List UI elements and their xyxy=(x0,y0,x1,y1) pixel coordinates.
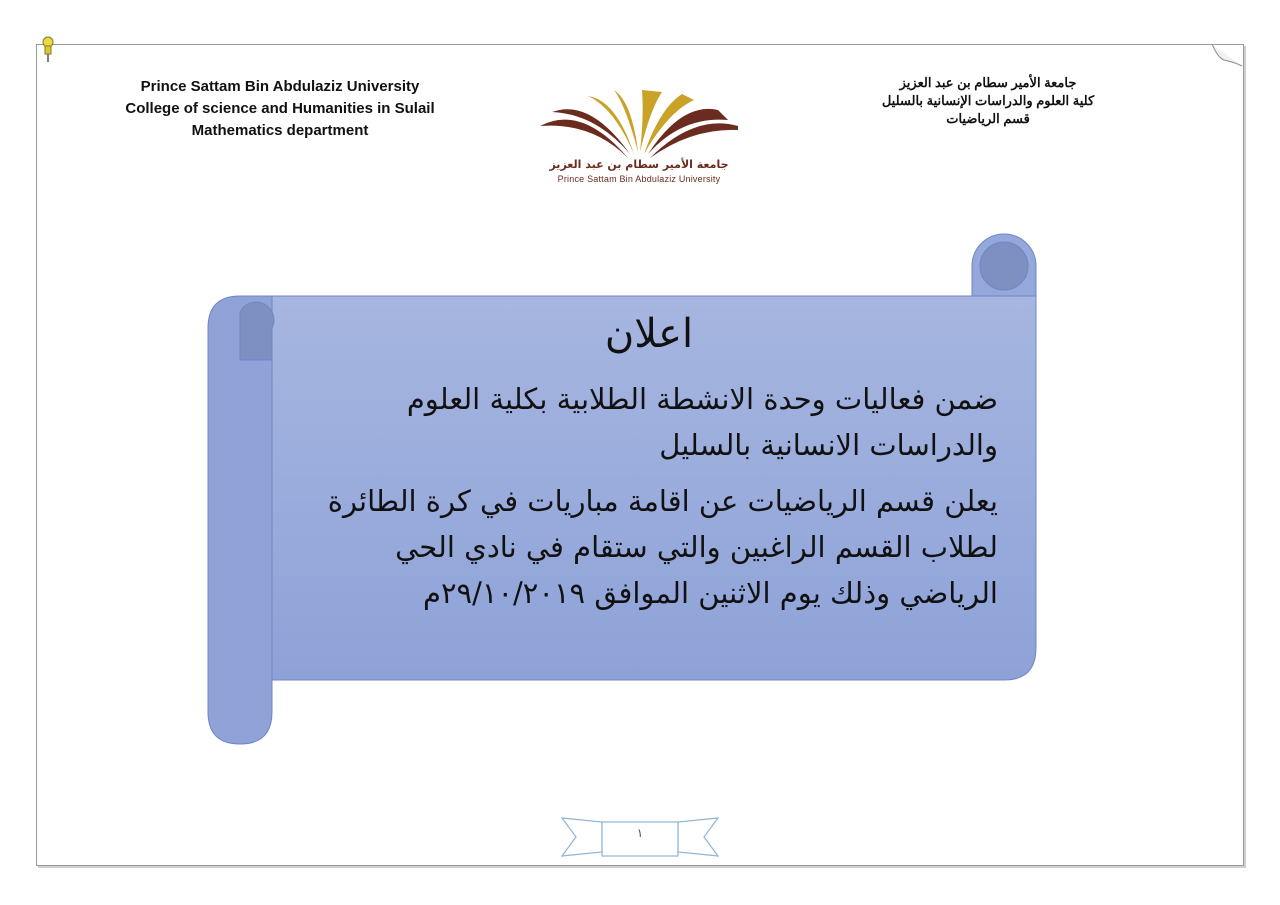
announcement-line: الرياضي وذلك يوم الاثنين الموافق ٢٩/١٠/٢٠١٩م xyxy=(422,576,998,610)
page-curl-icon xyxy=(1212,44,1244,68)
announcement-line: لطلاب القسم الراغبين والتي ستقام في نادي الحي xyxy=(395,530,998,564)
english-header xyxy=(100,76,460,142)
announcement xyxy=(300,300,998,616)
announcement-line: يعلن قسم الرياضيات عن اقامة مباريات في كرة الطائرة xyxy=(327,484,998,518)
arabic-header-department: قسم الرياضيات xyxy=(946,111,1030,126)
logo-english-name: Prince Sattam Bin Abdulaziz University xyxy=(557,174,721,184)
pushpin-icon xyxy=(40,36,56,64)
english-header-university: Prince Sattam Bin Abdulaziz University xyxy=(140,78,420,95)
english-header-college: College of science and Humanities in Sulail xyxy=(125,100,435,117)
page-number: ١ xyxy=(636,826,644,840)
announcement-line: والدراسات الانسانية بالسليل xyxy=(659,428,998,462)
english-header-department: Mathematics department xyxy=(191,122,369,139)
arabic-header-college: كلية العلوم والدراسات الإنسانية بالسليل xyxy=(881,93,1095,108)
announcement-line: ضمن فعاليات وحدة الانشطة الطلابية بكلية العلوم xyxy=(406,382,998,416)
arabic-header-university: جامعة الأمير سطام بن عبد العزيز xyxy=(899,75,1077,90)
announcement-title: اعلان xyxy=(604,311,694,357)
logo-arabic-name: جامعة الأمير سطام بن عبد العزيز xyxy=(549,158,729,171)
arabic-header xyxy=(838,74,1138,128)
